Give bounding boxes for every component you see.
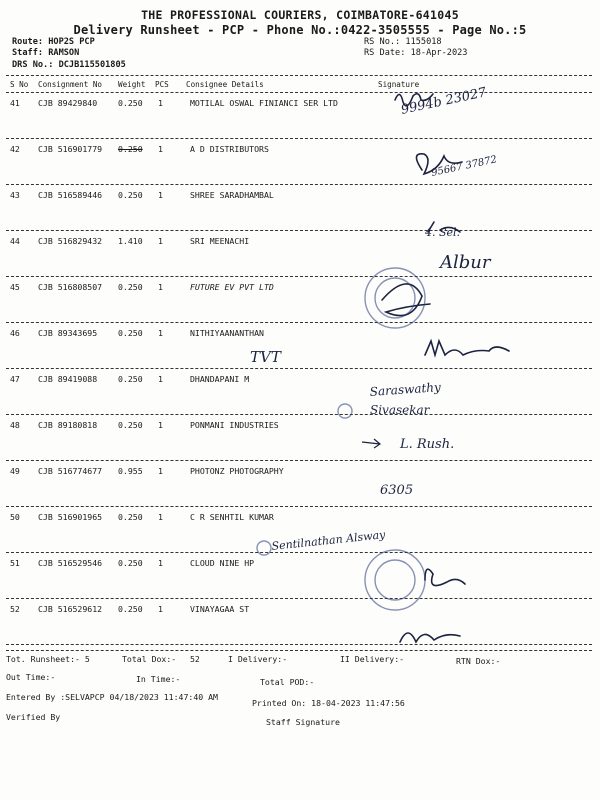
row-weight: 0.250	[118, 604, 143, 614]
row-weight: 1.410	[118, 236, 143, 246]
row-consignment-no: CJB 89343695	[38, 328, 98, 338]
row-sno: 50	[10, 512, 20, 522]
row-divider	[6, 644, 592, 645]
ii-delivery: II Delivery:-	[340, 654, 405, 664]
divider	[6, 75, 592, 76]
column-header-consignee: Consignee Details	[186, 80, 264, 89]
row-consignee: NITHIYAANANTHAN	[190, 328, 264, 338]
row-sno: 41	[10, 98, 20, 108]
signature-text-47: Saraswathy	[369, 380, 442, 399]
row-divider	[6, 506, 592, 507]
signature-text-50: Sentilnathan Alsway	[270, 528, 386, 553]
signature-41	[395, 94, 433, 106]
company-stamp-51	[365, 550, 425, 610]
row-consignment-no: CJB 89419088	[38, 374, 98, 384]
column-header-pcs: PCS	[155, 80, 169, 89]
row-weight: 0.250	[118, 374, 143, 384]
row-sno: 49	[10, 466, 20, 476]
row-consignee: DHANDAPANI M	[190, 374, 250, 384]
row-divider	[6, 460, 592, 461]
row-weight: 0.250	[118, 420, 143, 430]
row-consignment-no: CJB 89180818	[38, 420, 98, 430]
company-name: THE PROFESSIONAL COURIERS, COIMBATORE-641045	[141, 8, 459, 22]
row-weight: 0.250	[118, 144, 143, 154]
verified-by: Verified By	[6, 712, 61, 722]
row-sno: 47	[10, 374, 20, 384]
row-consignee: A D DISTRIBUTORS	[190, 144, 269, 154]
row-consignee: C R SENHTIL KUMAR	[190, 512, 274, 522]
row-pcs: 1	[158, 144, 163, 154]
row-sno: 48	[10, 420, 20, 430]
drs-number: DRS No.: DCJB115501805	[12, 60, 126, 70]
row-consignment-no: CJB 516808507	[38, 282, 103, 292]
signature-52	[400, 633, 460, 642]
row-divider	[6, 598, 592, 599]
route-label: Route: HOP2S PCP	[12, 37, 95, 47]
signature-46	[425, 341, 509, 355]
staff-label: Staff: RAMSON	[12, 48, 80, 58]
total-dox-value: 52	[190, 654, 200, 664]
rs-number: RS No.: 1155018	[364, 37, 442, 47]
divider	[6, 92, 592, 93]
total-pod: Total POD:-	[260, 677, 315, 687]
row-divider	[6, 368, 592, 369]
row-consignee: SHREE SARADHAMBAL	[190, 190, 274, 200]
row-pcs: 1	[158, 328, 163, 338]
circled-number-47	[338, 404, 352, 418]
row-consignment-no: CJB 516529546	[38, 558, 103, 568]
row-sno: 46	[10, 328, 20, 338]
arrow-48	[362, 439, 380, 448]
row-weight: 0.250	[118, 328, 143, 338]
signature-text-43: 4. Sel.	[425, 226, 461, 239]
column-header-signature: Signature	[378, 80, 420, 89]
out-time: Out Time:-	[6, 672, 56, 682]
row-weight: 0.250	[118, 558, 143, 568]
row-divider	[6, 184, 592, 185]
row-sno: 52	[10, 604, 20, 614]
column-header-sno: S No	[10, 80, 29, 89]
row-sno: 51	[10, 558, 20, 568]
row-pcs: 1	[158, 190, 163, 200]
divider	[6, 650, 592, 651]
row-consignee: SRI MEENACHI	[190, 236, 250, 246]
staff-signature: Staff Signature	[266, 717, 340, 727]
row-weight: 0.250	[118, 98, 143, 108]
row-weight: 0.250	[118, 190, 143, 200]
row-consignee: VINAYAGAA ST	[190, 604, 250, 614]
row-consignment-no: CJB 516901965	[38, 512, 103, 522]
signature-51	[425, 569, 465, 585]
row-pcs: 1	[158, 512, 163, 522]
row-divider	[6, 552, 592, 553]
row-divider	[6, 414, 592, 415]
company-stamp-45	[365, 268, 425, 328]
signature-text-44: Albur	[440, 252, 491, 273]
row-sno: 44	[10, 236, 20, 246]
signature-text-47b: Sivasekar	[370, 403, 430, 417]
row-consignment-no: CJB 516901779	[38, 144, 103, 154]
row-consignment-no: CJB 89429840	[38, 98, 98, 108]
row-consignment-no: CJB 516529612	[38, 604, 103, 614]
signature-text-48: L. Rush.	[400, 437, 455, 452]
row-pcs: 1	[158, 236, 163, 246]
row-weight: 0.250	[118, 512, 143, 522]
row-sno: 43	[10, 190, 20, 200]
row-pcs: 1	[158, 420, 163, 430]
rs-date: RS Date: 18-Apr-2023	[364, 48, 468, 58]
column-header-weight: Weight	[118, 80, 146, 89]
signature-42	[416, 154, 462, 174]
signature-text-49: 6305	[380, 483, 414, 498]
row-pcs: 1	[158, 604, 163, 614]
row-consignment-no: CJB 516774677	[38, 466, 103, 476]
row-pcs: 1	[158, 558, 163, 568]
row-pcs: 1	[158, 466, 163, 476]
row-weight: 0.955	[118, 466, 143, 476]
signature-45	[382, 284, 430, 316]
row-divider	[6, 138, 592, 139]
row-consignee: PHOTONZ PHOTOGRAPHY	[190, 466, 284, 476]
row-divider	[6, 276, 592, 277]
in-time: In Time:-	[136, 674, 181, 684]
row-consignee: PONMANI INDUSTRIES	[190, 420, 279, 430]
row-consignment-no: CJB 516589446	[38, 190, 103, 200]
runsheet-title: Delivery Runsheet - PCP - Phone No.:0422-3505555 - Page No.:5	[73, 23, 527, 37]
i-delivery: I Delivery:-	[228, 654, 288, 664]
row-weight: 0.250	[118, 282, 143, 292]
row-pcs: 1	[158, 282, 163, 292]
row-sno: 42	[10, 144, 20, 154]
tot-runsheet: Tot. Runsheet:- 5	[6, 654, 90, 664]
row-sno: 45	[10, 282, 20, 292]
total-dox-label: Total Dox:-	[122, 654, 177, 664]
row-pcs: 1	[158, 98, 163, 108]
row-pcs: 1	[158, 374, 163, 384]
row-consignee: MOTILAL OSWAL FINIANCI SER LTD	[190, 98, 338, 108]
row-divider	[6, 230, 592, 231]
row-consignee: CLOUD NINE HP	[190, 558, 255, 568]
row-divider	[6, 322, 592, 323]
rtn-dox: RTN Dox:-	[456, 656, 501, 666]
entered-by: Entered By :SELVAPCP 04/18/2023 11:47:40 AM	[6, 692, 218, 702]
signature-text-41: 9994b 23027	[399, 85, 488, 118]
row-consignee: FUTURE EV PVT LTD	[190, 282, 274, 292]
signature-text-46: TVT	[250, 348, 281, 366]
signature-text-42: 95667 37872	[430, 154, 498, 179]
column-header-consignment: Consignment No	[38, 80, 103, 89]
row-consignment-no: CJB 516829432	[38, 236, 103, 246]
printed-on: Printed On: 18-04-2023 11:47:56	[252, 698, 405, 708]
